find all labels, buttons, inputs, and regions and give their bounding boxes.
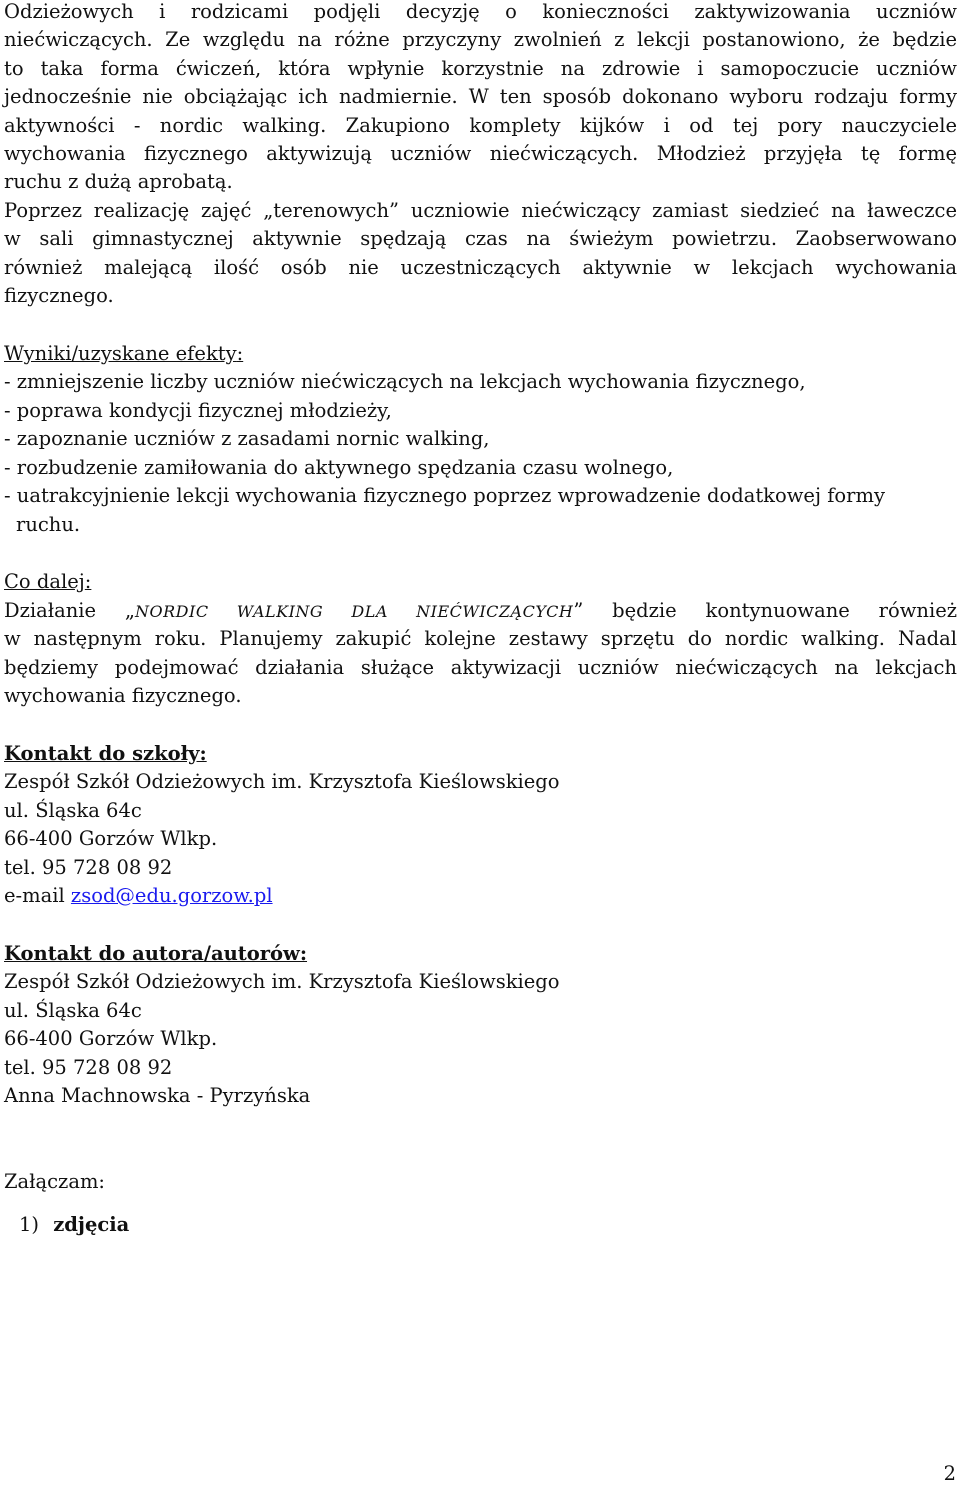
next-steps-line-2: w następnym roku. Planujemy zakupić kolejne zestawy sprzętu do nordic walking. Nadal <box>4 627 957 650</box>
results-item-4: - rozbudzenie zamiłowania do aktywnego spędzania czasu wolnego, <box>4 456 674 479</box>
intro-line-2: niećwiczących. Ze względu na różne przyczyny zwolnień z lekcji postanowiono, że będzie <box>4 28 957 51</box>
school-email-link[interactable]: zsod@edu.gorzow.pl <box>70 884 273 907</box>
attachment-text: zdjęcia <box>53 1213 130 1236</box>
intro-line-11: fizycznego. <box>4 284 114 307</box>
attachment-item <box>19 1210 129 1240</box>
author-city: 66-400 Gorzów Wlkp. <box>4 1027 218 1050</box>
results-item-2: - poprawa kondycji fizycznej młodzieży, <box>4 399 392 422</box>
intro-line-3: to taka forma ćwiczeń, która wpłynie korzystnie na zdrowie i samopoczucie uczniów <box>4 57 957 80</box>
intro-line-10: również malejącą ilość osób nie uczestniczących aktywnie w lekcjach wychowania <box>4 256 957 279</box>
school-contact-heading: Kontakt do szkoły: <box>4 742 207 765</box>
school-email-label: e-mail <box>4 884 71 907</box>
next-steps-line-4: wychowania fizycznego. <box>4 684 242 707</box>
results-item-5: - uatrakcyjnienie lekcji wychowania fizycznego poprzez wprowadzenie dodatkowej formy <box>4 484 885 507</box>
results-heading: Wyniki/uzyskane efekty <box>4 342 237 365</box>
intro-line-7: ruchu z dużą aprobatą. <box>4 170 233 193</box>
next-steps-suffix: ” będzie kontynuowane również <box>573 599 958 622</box>
intro-line-4: jednocześnie nie obciążając ich nadmiernie. W ten sposób dokonano wyboru rodzaju formy <box>4 85 957 108</box>
next-steps-heading: Co dalej <box>4 570 85 593</box>
results-heading-line <box>4 339 243 369</box>
results-item-3: - zapoznanie uczniów z zasadami nornic walking, <box>4 427 490 450</box>
intro-line-9: w sali gimnastycznej aktywnie spędzają czas na świeżym powietrzu. Zaobserwowano <box>4 227 957 250</box>
author-name: Anna Machnowska - Pyrzyńska <box>4 1084 311 1107</box>
intro-line-8: Poprzez realizację zajęć „terenowych” uczniowie niećwiczący zamiast siedzieć na ławeczce <box>4 199 957 222</box>
author-street: ul. Śląska 64c <box>4 999 142 1022</box>
author-school-name: Zespół Szkół Odzieżowych im. Krzysztofa Kieślowskiego <box>4 970 560 993</box>
intro-line-5: aktywności - nordic walking. Zakupiono komplety kijków i od tej pory nauczyciele <box>4 114 957 137</box>
program-name: NORDIC WALKING DLA NIEĆWICZĄCYCH <box>135 602 574 621</box>
author-contact-heading: Kontakt do autora/autorów: <box>4 942 308 965</box>
attachments-label: Załączam: <box>4 1170 106 1193</box>
next-steps-line-1 <box>4 596 957 626</box>
results-item-6: ruchu. <box>16 513 81 536</box>
attachment-number: 1) <box>19 1213 40 1236</box>
results-item-1: - zmniejszenie liczby uczniów niećwiczących na lekcjach wychowania fizycznego, <box>4 370 806 393</box>
next-steps-heading-colon: : <box>84 570 92 593</box>
school-email-line <box>4 881 273 911</box>
next-steps-heading-line <box>4 567 91 597</box>
results-heading-colon: : <box>236 342 244 365</box>
intro-line-6: wychowania fizycznego aktywizują uczniów niećwiczących. Młodzież przyjęła tę formę <box>4 142 957 165</box>
school-street: ul. Śląska 64c <box>4 799 142 822</box>
school-name: Zespół Szkół Odzieżowych im. Krzysztofa Kieślowskiego <box>4 770 560 793</box>
author-phone: tel. 95 728 08 92 <box>4 1056 173 1079</box>
intro-line-1: Odzieżowych i rodzicami podjęli decyzję o konieczności zaktywizowania uczniów <box>4 0 957 23</box>
next-steps-prefix: Działanie „ <box>4 599 136 622</box>
page-number: 2 <box>943 1462 956 1485</box>
school-city: 66-400 Gorzów Wlkp. <box>4 827 218 850</box>
next-steps-line-3: będziemy podejmować działania służące aktywizacji uczniów niećwiczących na lekcjach <box>4 656 957 679</box>
school-phone: tel. 95 728 08 92 <box>4 856 173 879</box>
